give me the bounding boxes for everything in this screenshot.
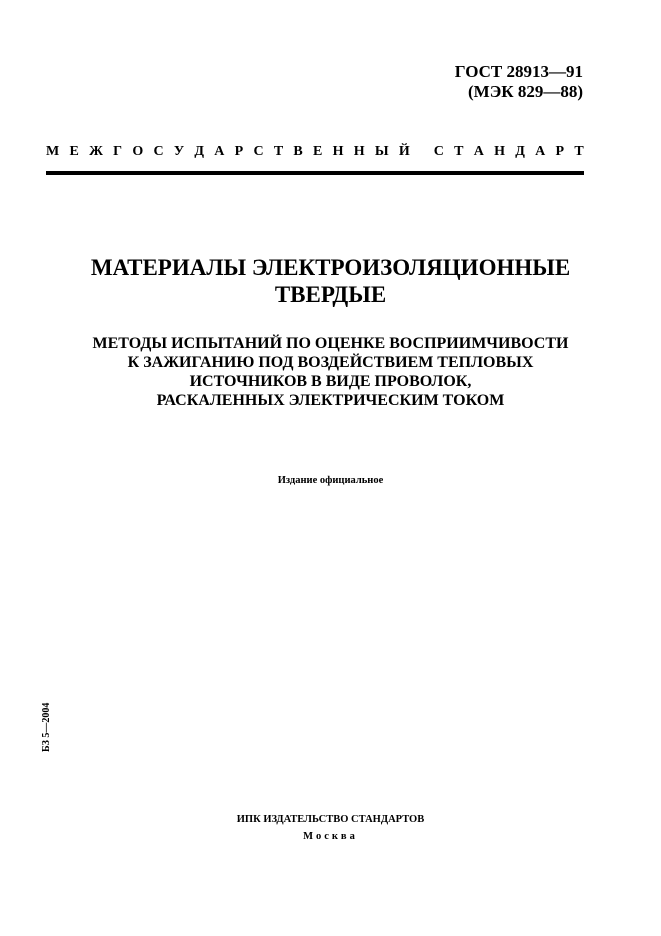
heading-letter: С <box>253 144 264 159</box>
heading-letter: Т <box>454 144 464 159</box>
publisher-block <box>0 811 661 845</box>
heading-letter: М <box>46 144 60 159</box>
heading-letter: Ы <box>374 144 389 159</box>
heading-letter: Д <box>194 144 205 159</box>
standard-code-block <box>455 62 583 102</box>
subtitle-line: ИСТОЧНИКОВ В ВИДЕ ПРОВОЛОК, <box>189 373 472 390</box>
heading-letter: Е <box>313 144 323 159</box>
heading-letter: Й <box>398 144 410 159</box>
heading-letter: А <box>214 144 225 159</box>
heading-word-gap <box>420 143 424 161</box>
edition-note: Издание официальное <box>277 475 384 486</box>
heading-letter: Н <box>494 144 506 159</box>
interstate-standard-heading <box>46 143 584 161</box>
document-subtitle <box>0 334 661 410</box>
heading-letter: О <box>132 144 144 159</box>
heading-letter: У <box>173 144 185 159</box>
publisher-city: Москва <box>303 831 358 842</box>
subtitle-line: К ЗАЖИГАНИЮ ПОД ВОЗДЕЙСТВИЕМ ТЕПЛОВЫХ <box>127 354 534 371</box>
publisher-name: ИПК ИЗДАТЕЛЬСТВО СТАНДАРТОВ <box>236 814 425 825</box>
heading-letter: А <box>473 144 484 159</box>
heading-letter: Р <box>555 144 565 159</box>
heading-divider <box>46 171 584 175</box>
document-title <box>0 254 661 308</box>
heading-letter: А <box>535 144 546 159</box>
gost-number: ГОСТ 28913—91 <box>454 62 583 81</box>
heading-letter: С <box>433 144 444 159</box>
heading-letter: Д <box>515 144 525 159</box>
heading-letter: Т <box>574 144 584 159</box>
side-print-code: БЗ 5—2004 <box>41 702 52 752</box>
title-line: ТВЕРДЫЕ <box>274 282 387 307</box>
heading-letter: Т <box>273 144 284 159</box>
heading-letter: Ж <box>89 144 103 159</box>
heading-letter: Г <box>113 144 123 159</box>
subtitle-line: МЕТОДЫ ИСПЫТАНИЙ ПО ОЦЕНКЕ ВОСПРИИМЧИВОСТИ <box>92 335 569 352</box>
heading-letter: Н <box>353 144 365 159</box>
heading-letter: Н <box>332 144 344 159</box>
heading-letter: С <box>153 144 164 159</box>
iec-number: (МЭК 829—88) <box>468 82 583 101</box>
title-line: МАТЕРИАЛЫ ЭЛЕКТРОИЗОЛЯЦИОННЫЕ <box>90 255 571 280</box>
subtitle-line: РАСКАЛЕННЫХ ЭЛЕКТРИЧЕСКИМ ТОКОМ <box>156 392 505 409</box>
heading-letter: Р <box>234 144 244 159</box>
heading-letter: В <box>293 144 303 159</box>
heading-letter: Е <box>69 144 79 159</box>
